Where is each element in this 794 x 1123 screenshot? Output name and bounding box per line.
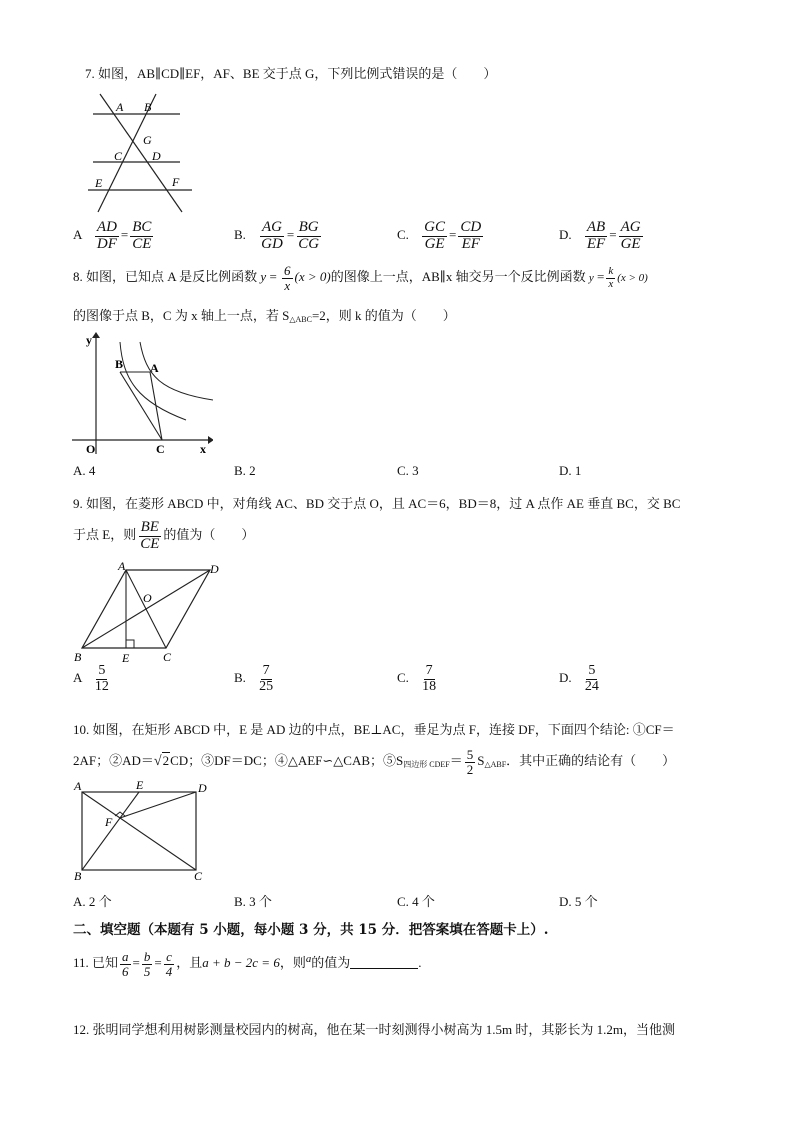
q9-label-a: A	[118, 560, 126, 573]
q7-label-g: G	[143, 133, 152, 147]
q8-line1: 8. 如图，已知点 A 是反比例函数 y = $\frac{6}{x}$ (x > 0)的图像上一点，AB∥x 轴交另一个反比例函数 y = $\frac{k}{x}$ (x > 0)	[73, 263, 648, 293]
q8-label-o: O	[86, 442, 96, 456]
q7-stem: 7. 如图，AB∥CD∥EF，AF、BE 交于点 G，下列比例式错误的是（ ）	[85, 66, 497, 81]
q7-label-e: E	[95, 176, 103, 190]
q9-label-o: O	[143, 591, 152, 605]
q10-line1: 10. 如图，在矩形 ABCD 中，E 是 AD 边的中点，BE⊥AC，垂足为点 F，连接 DF，下面四个结论: ①CF＝	[73, 722, 675, 737]
q9-option-b[interactable]: B. $\frac{7}{25}$	[234, 663, 274, 694]
q10-option-a[interactable]: A. 2 个	[73, 894, 112, 909]
q7-figure	[88, 92, 198, 214]
q10-option-d[interactable]: D. 5 个	[559, 894, 598, 909]
q10-label-e: E	[136, 778, 144, 792]
q10-label-f: F	[105, 815, 113, 829]
q10-figure	[70, 778, 220, 882]
q8-label-b: B	[115, 357, 124, 371]
q10-option-c[interactable]: C. 4 个	[397, 894, 435, 909]
q10-line2: 2AF；②AD＝√2CD；③DF＝DC；④△AEF∽△CAB；$⑤S_{四边形 CDEF}=$ $\frac{5}{2}$ $S_{\triangle ABF}$．其中正确的结论有（ ）	[73, 747, 676, 777]
q7-option-a[interactable]: A $\frac{AD}{DF}$ = $\frac{BC}{CE}$	[73, 219, 152, 252]
q7-option-d[interactable]: D. $\frac{AB}{EF}$ = $\frac{AG}{GE}$	[559, 219, 641, 252]
q9-line1: 9. 如图，在菱形 ABCD 中，对角线 AC、BD 交于点 O，且 AC＝6，BD＝8，过 A 点作 AE 垂直 BC，交 BC	[73, 496, 681, 511]
q7-label-d: D	[152, 149, 161, 163]
q11-line: 11. 已知 $\frac{a}{6}$ = $\frac{b}{5}$ = $\frac{c}{4}$ ，且a + b − 2c = 6，则$^a$的值为 .	[73, 949, 422, 979]
q9-label-b: B	[74, 650, 82, 664]
q8-label-a: A	[150, 361, 159, 375]
q8-label-y: y	[86, 333, 92, 347]
q9-option-a[interactable]: A $\frac{5}{12}$	[73, 663, 109, 694]
q8-label-x: x	[200, 442, 206, 456]
q10-label-d: D	[198, 781, 207, 795]
q8-option-c[interactable]: C. 3	[397, 463, 419, 478]
q8-figure	[68, 330, 213, 456]
q8-label-c: C	[156, 442, 165, 456]
q8-line2: 的图像于点 B，C 为 x 轴上一点，若 $S_{\triangle ABC}=2$，则 k 的值为（ ）	[73, 308, 456, 324]
q7-label-a: A	[116, 100, 124, 114]
q12-line: 12. 张明同学想利用树影测量校园内的树高，他在某一时刻测得小树高为 1.5m 时，其影长为 1.2m，当他测	[73, 1022, 675, 1037]
q10-label-c: C	[194, 869, 203, 882]
q9-option-c[interactable]: C. $\frac{7}{18}$	[397, 663, 437, 694]
q10-label-b: B	[74, 869, 82, 882]
q9-option-d[interactable]: D. $\frac{5}{24}$	[559, 663, 599, 694]
q7-label-f: F	[172, 175, 180, 189]
q10-option-b[interactable]: B. 3 个	[234, 894, 272, 909]
q8-option-d[interactable]: D. 1	[559, 463, 582, 478]
q9-figure	[70, 560, 230, 666]
q8-option-a[interactable]: A. 4	[73, 463, 96, 478]
q9-label-d: D	[210, 562, 219, 576]
section-fill-in-title: 二、填空题（本题有 5 小题，每小题 3 分，共 15 分．把答案填在答题卡上）.	[73, 922, 549, 938]
q10-label-a: A	[74, 779, 82, 793]
q7-option-c[interactable]: C. $\frac{GC}{GE}$ = $\frac{CD}{EF}$	[397, 219, 482, 252]
q7-label-b: B	[144, 100, 152, 114]
q7-option-b[interactable]: B. $\frac{AG}{GD}$ = $\frac{BG}{CG}$	[234, 219, 320, 252]
q9-line2: 于点 E，则 $\frac{BE}{CE}$ 的值为（ ）	[73, 519, 255, 552]
q9-label-e: E	[122, 651, 130, 665]
q7-label-c: C	[114, 149, 123, 163]
q8-option-b[interactable]: B. 2	[234, 463, 256, 478]
q11-answer-blank[interactable]	[350, 956, 418, 969]
q9-label-c: C	[163, 650, 172, 664]
